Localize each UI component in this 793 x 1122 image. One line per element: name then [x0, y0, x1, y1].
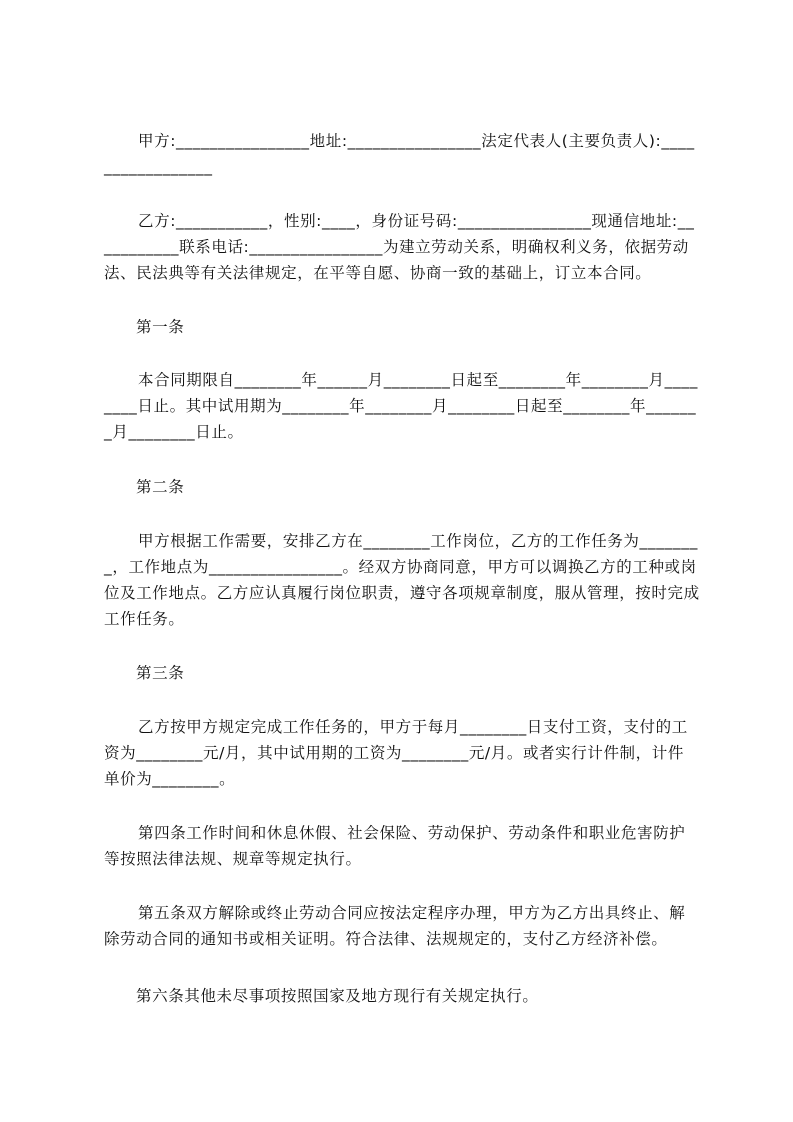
party-a-paragraph: 甲方:________________地址:________________法定代表人(主要负责人):_________________ [104, 132, 695, 176]
article-6-paragraph: 第六条其他未尽事项按照国家及地方现行有关规定执行。 [136, 987, 539, 1005]
article-1-heading: 第一条 [136, 318, 185, 336]
article-2-heading: 第二条 [136, 478, 185, 496]
article-5-paragraph: 第五条双方解除或终止劳动合同应按法定程序办理，甲方为乙方出具终止、解除劳动合同的通知书或相关证明。符合法律、法规规定的，支付乙方经济补偿。 [104, 904, 686, 948]
article-1-body: 本合同期限自________年______月________日起至________年________月________日止。其中试用期为________年________月________日起至________年_______月________日止。 [104, 371, 699, 441]
article-4-paragraph: 第四条工作时间和休息休假、社会保险、劳动保护、劳动条件和职业危害防护等按照法律法规、规章等规定执行。 [104, 824, 686, 868]
party-b-paragraph: 乙方:___________，性别:____，身份证号码:________________现通信地址:___________联系电话:________________为建立劳动关系，明确权利义务，依据劳动法、民法典等有关法律规定，在平等自愿、协商一致的基础上，订立本合同。 [104, 212, 695, 282]
article-3-body: 乙方按甲方规定完成工作任务的，甲方于每月________日支付工资，支付的工资为________元/月，其中试用期的工资为________元/月。或者实行计件制，计件单价为________。 [104, 718, 688, 788]
article-2-body: 甲方根据工作需要，安排乙方在________工作岗位，乙方的工作任务为________，工作地点为________________。经双方协商同意，甲方可以调换乙方的工种或岗位及工作地点。乙方应认真履行岗位职责，遵守各项规章制度，服从管理，按时完成工作任务。 [104, 532, 700, 628]
article-3-heading: 第三条 [136, 664, 185, 682]
